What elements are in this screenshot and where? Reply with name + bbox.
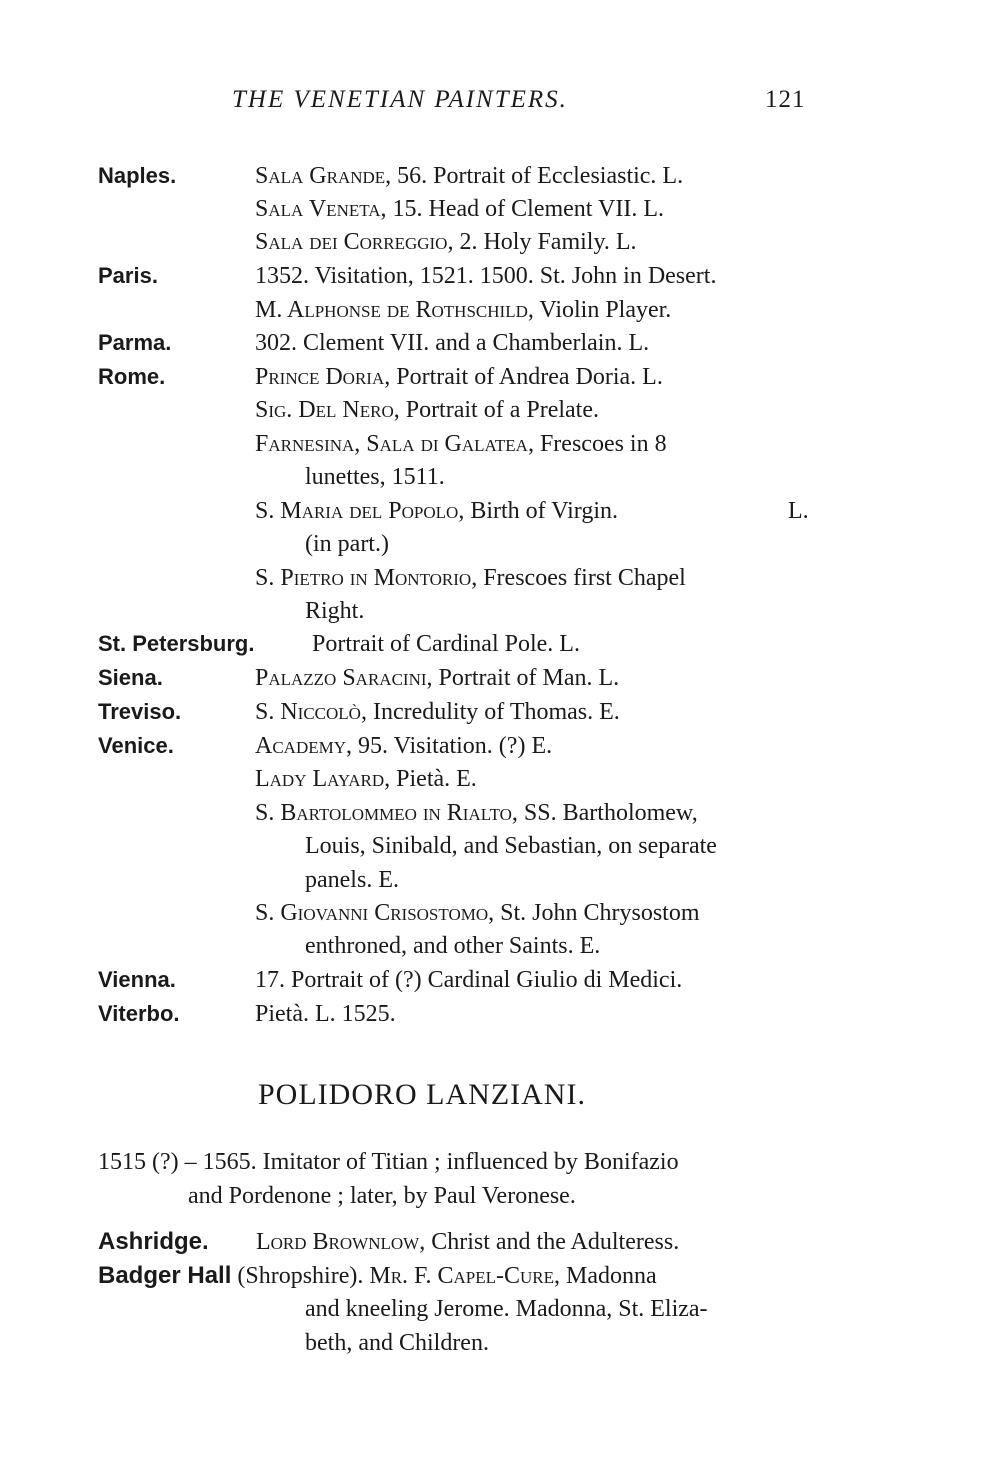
city-label: St. Petersburg. — [98, 631, 255, 656]
city-label: Treviso. — [98, 699, 182, 724]
page-number: 121 — [765, 86, 806, 113]
list-item: 17. Portrait of (?) Cardinal Giulio di Medici. — [255, 967, 683, 993]
list-item: Portrait of Cardinal Pole. L. — [312, 631, 580, 657]
work-description: , Portrait of Andrea Doria. L. — [384, 364, 663, 390]
list-item — [255, 797, 698, 829]
list-item — [255, 730, 552, 762]
continuation-line: enthroned, and other Saints. E. — [305, 933, 601, 959]
location-name: S. Maria del Popolo — [255, 498, 459, 524]
continuation-line: beth, and Children. — [305, 1330, 489, 1356]
continuation-line: Louis, Sinibald, and Sebastian, on separate — [305, 833, 717, 859]
list-item — [255, 897, 700, 929]
location-name: Academy — [255, 733, 347, 759]
list-item: 302. Clement VII. and a Chamberlain. L. — [255, 330, 650, 356]
work-description: , 2. Holy Family. L. — [447, 229, 637, 255]
running-head-title: THE VENETIAN PAINTERS. — [232, 86, 568, 113]
list-item — [255, 226, 637, 258]
work-description: , Portrait of Man. L. — [426, 665, 620, 691]
work-description: , Incredulity of Thomas. E. — [360, 699, 620, 725]
city-label: Venice. — [98, 733, 174, 758]
city-label: Siena. — [98, 665, 163, 690]
list-item — [255, 160, 683, 192]
location-name: Lord Brownlow — [256, 1229, 420, 1255]
location-name: S. Niccolò — [255, 699, 361, 725]
work-description: , Pietà. E. — [384, 766, 477, 792]
section-title: POLIDORO LANZIANI. — [258, 1078, 586, 1111]
location-name: S. Pietro in Montorio — [255, 565, 472, 591]
list-item — [255, 763, 477, 795]
work-description: , 56. Portrait of Ecclesiastic. L. — [385, 163, 684, 189]
work-description: , Birth of Virgin. — [458, 498, 618, 524]
work-description: , Frescoes first Chapel — [471, 565, 686, 591]
location-name: S. Giovanni Crisostomo — [255, 900, 489, 926]
city-label: Rome. — [98, 364, 166, 389]
list-item — [98, 1260, 657, 1292]
location-name: M. Alphonse de Rothschild — [255, 297, 528, 323]
list-item: 1352. Visitation, 1521. 1500. St. John in Desert. — [255, 263, 717, 289]
bio-line: 1515 (?) – 1565. Imitator of Titian ; influenced by Bonifazio — [98, 1149, 679, 1175]
location-name: Sig. Del Nero — [255, 397, 394, 423]
work-description: , 15. Head of Clement VII. L. — [380, 196, 665, 222]
list-item — [255, 696, 620, 728]
list-item — [256, 1226, 679, 1258]
location-name: Lady Layard — [255, 766, 385, 792]
city-label: Parma. — [98, 330, 172, 355]
city-label: Vienna. — [98, 967, 176, 992]
continuation-line: (in part.) — [305, 531, 389, 557]
work-description: , Portrait of a Prelate. — [393, 397, 599, 423]
region-label: (Shropshire). — [237, 1263, 364, 1289]
work-description: , SS. Bartholomew, — [511, 800, 698, 826]
location-name: Sala Grande — [255, 163, 386, 189]
location-name: S. Bartolommeo in Rialto — [255, 800, 512, 826]
work-description: , Christ and the Adulteress. — [419, 1229, 680, 1255]
list-item — [255, 193, 664, 225]
city-label: Ashridge. — [98, 1228, 209, 1255]
work-description: , 95. Visitation. (?) E. — [346, 733, 553, 759]
location-name: Sala Veneta — [255, 196, 381, 222]
city-label: Paris. — [98, 263, 158, 288]
work-description: , Violin Player. — [527, 297, 672, 323]
list-item — [255, 662, 619, 694]
list-item — [255, 294, 671, 326]
continuation-line: lunettes, 1511. — [305, 464, 445, 490]
list-item — [255, 495, 618, 527]
list-item: Pietà. L. 1525. — [255, 1001, 396, 1027]
list-item — [255, 394, 599, 426]
location-name: Palazzo Saracini — [255, 665, 427, 691]
work-description: , Frescoes in 8 — [527, 431, 667, 457]
location-name: Mr. F. Capel-Cure — [369, 1263, 554, 1289]
bio-line: and Pordenone ; later, by Paul Veronese. — [188, 1183, 576, 1209]
list-item — [255, 428, 667, 460]
continuation-line: Right. — [305, 598, 365, 624]
location-name: Farnesina, Sala di Galatea — [255, 431, 528, 457]
location-name: Sala dei Correggio — [255, 229, 448, 255]
list-item — [255, 562, 686, 594]
continuation-line: and kneeling Jerome. Madonna, St. Eliza- — [305, 1296, 708, 1322]
attribution-mark: L. — [788, 498, 809, 524]
continuation-line: panels. E. — [305, 867, 399, 893]
location-name: Prince Doria — [255, 364, 385, 390]
city-label: Badger Hall — [98, 1262, 232, 1289]
city-label: Naples. — [98, 163, 177, 188]
list-item — [255, 361, 663, 393]
work-description: , St. John Chrysostom — [488, 900, 700, 926]
city-label: Viterbo. — [98, 1001, 180, 1026]
work-description: , Madonna — [553, 1263, 657, 1289]
